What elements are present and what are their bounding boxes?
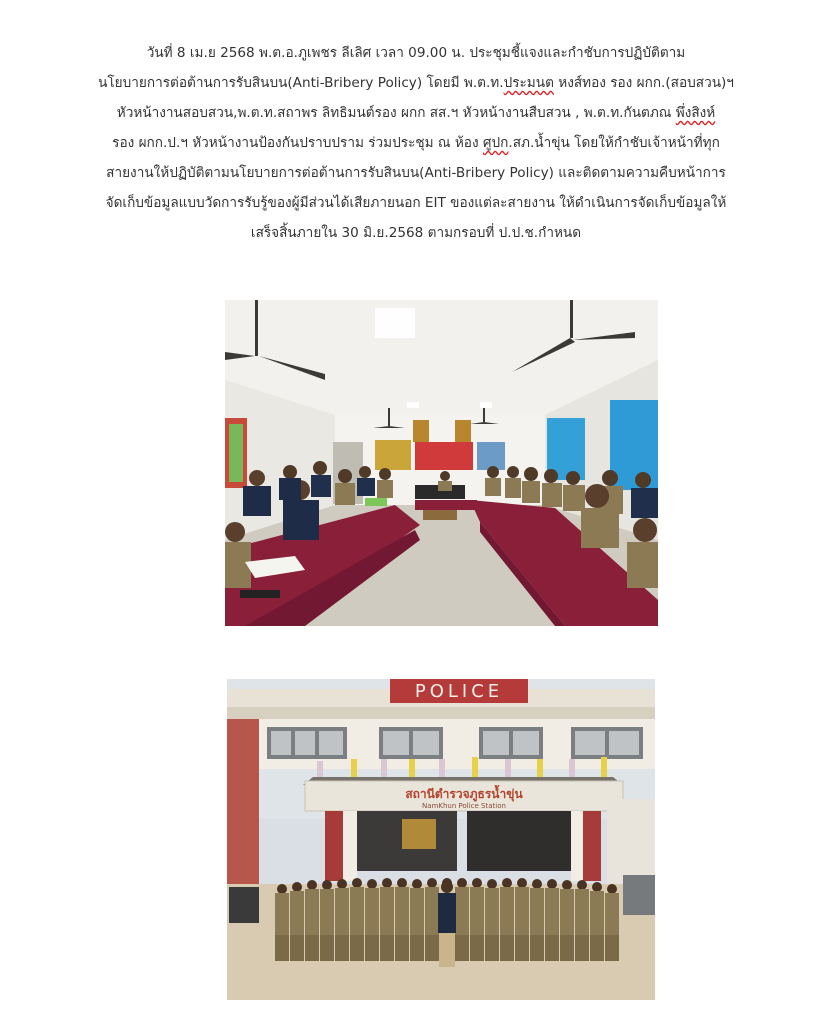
paragraph-line-4 <box>86 128 746 158</box>
line-2-misspelled-word: ประมนต <box>503 75 554 91</box>
station-name-english: NamKhun Police Station <box>422 802 506 810</box>
line-4-misspelled-word: ศูปก <box>482 135 509 151</box>
paragraph-line-1: วันที่ 8 เม.ย 2568 พ.ต.อ.ภูเพชร ลีเลิศ เวลา 09.00 น. ประชุมชี้แจงและกำชับการปฏิบัติตาม <box>146 45 686 61</box>
paragraph-line-2 <box>86 68 746 98</box>
paragraph-line-5: สายงานให้ปฏิบัติตามนโยบายการต่อต้านการรับสินบน(Anti-Bribery Policy) และติดตามความคืบหน้าการ <box>106 165 726 181</box>
police-station-photo <box>227 679 655 1000</box>
line-2-part-a: นโยบายการต่อต้านการรับสินบน(Anti-Bribery Policy) โดยมี พ.ต.ท. <box>98 75 504 91</box>
line-4-part-b: .สภ.น้ำขุ่น โดยให้กำชับเจ้าหน้าที่ทุก <box>508 135 720 151</box>
line-4-part-a: รอง ผกก.ป.ฯ หัวหน้างานป้องกันปราบปราม ร่วมประชุม ณ ห้อง <box>112 135 483 151</box>
police-station-illustration <box>227 679 655 1000</box>
line-3-misspelled-word: พึ่งสิงห์ <box>675 105 716 121</box>
meeting-room-photo <box>225 300 658 626</box>
paragraph-line-7: เสร็จสิ้นภายใน 30 มิ.ย.2568 ตามกรอบที่ ป.ป.ช.กำหนด <box>250 225 582 241</box>
meeting-room-illustration <box>225 300 658 626</box>
line-2-part-b: หงส์ทอง รอง ผกก.(สอบสวน)ฯ <box>553 75 734 91</box>
body-paragraph <box>86 38 746 248</box>
line-3-part-a: หัวหน้างานสอบสวน,พ.ต.ท.สถาพร ลิทธิมนต์รอง ผกก สส.ฯ หัวหน้างานสืบสวน , พ.ต.ท.กันตภณ <box>116 105 676 121</box>
paragraph-line-6: จัดเก็บข้อมูลแบบวัดการรับรู้ของผู้มีส่วนได้เสียภายนอก EIT ของแต่ละสายงาน ให้ดำเนินการจัดเก็บข้อมูลให้ <box>105 195 727 211</box>
police-sign-text: POLICE <box>414 681 504 702</box>
station-name-thai: สถานีตำรวจภูธรน้ำขุ่น <box>405 787 523 801</box>
paragraph-line-3 <box>86 98 746 128</box>
